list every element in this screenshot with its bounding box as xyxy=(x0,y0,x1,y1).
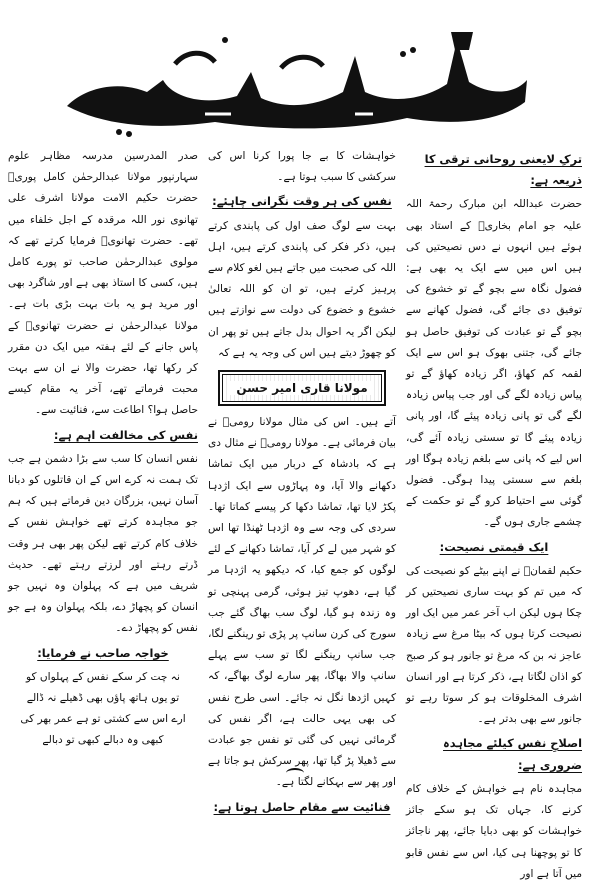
paragraph: حضرت عبداللہ ابن مبارک رحمۃ اللہ علیہ جو امام بخاریؒ کے استاد بھی ہوئے ہیں انہوں نے دس نصیحتیں کی ہیں اس میں سے ایک یہ بھی ہے: فضول نگاہ سے بچو گے تو خشوع کی توفیق دی جائے گی، فضول کھانے سے بچو گے تو عبادت کی توفیق حاصل ہو جائے گی، جتنی بھوک ہو اس سے ایک لقمہ کم کھاؤ، اگر زیادہ کھاؤ گے تو پیاس زیادہ لگے گی اور جب پیاس زیادہ لگے گی تو پانی زیادہ پیئے گا، اور پانی زیادہ پیئے گا تو سستی زیادہ آئے گی، اس لیے کہ پانی سے بلغم زیادہ ہوگا اور بلغم سے سستی پیدا ہوگی۔ فضول گوئی سے احتیاط کرو گے تو حکمت کے چشمے جاری ہوں گے۔ xyxy=(406,198,582,529)
poem xyxy=(16,667,190,751)
section-heading: فنائیت سے مقام حاصل ہوتا ہے: xyxy=(213,799,391,814)
poem-intro: خواجہ صاحب نے فرمایا: xyxy=(37,645,169,660)
left-column xyxy=(8,146,198,766)
right-column xyxy=(406,146,582,880)
section-heading: نفس کی ہر وقت نگرانی چاہئے: xyxy=(212,194,392,209)
paragraph: خواہشات کا بے جا پورا کرنا اس کی سرکشی کا سبب ہوتا ہے۔ xyxy=(208,150,396,184)
paragraph: نفس انسان کا سب سے بڑا دشمن ہے جب تک ہمت نہ کرے اس کے ان قاتلوں کو دبانا آسان نہیں، بزرگان دین فرماتے ہیں کہ ہم جو مجاہدہ کرتے تھے خواہش نفس کے خلاف کام کرتے تھے لیکن پھر بھی ہر وقت ڈرتے رہتے اور لرزتے رہتے تھے۔ حدیث شریف میں ہے کہ پہلوان وہ نہیں جو انسان کو پچھاڑ دے، بلکہ پہلوان وہ ہے جو نفس کو پچھاڑ دے۔ xyxy=(8,452,198,635)
title-banner xyxy=(55,10,535,142)
section-heading: اصلاحِ نفس کیلئے مجاہدہ ضروری ہے: xyxy=(443,736,582,772)
poem-line: ارے اس سے کشتی تو ہے عمر بھر کی xyxy=(20,712,186,725)
poem-line: تو یوں ہاتھ پاؤں بھی ڈھیلے نہ ڈالے xyxy=(26,691,180,704)
poem-line: نہ چت کر سکے نفس کے پہلواں کو xyxy=(26,670,180,683)
author-name: مولانا قاری امیر حسن xyxy=(230,381,373,395)
paragraph: حکیم لقمانؒ نے اپنے بیٹے کو نصیحت کی کہ میں تم کو بہت ساری نصیحتیں کر چکا ہوں لیکن اب آخر عمر میں ایک اور نصیحت کرتا ہوں کہ بیٹا مرغ سے زیادہ عاجز نہ بن کہ مرغ تو جانور ہو کر صبح کو اذان لگاتا ہے، ذکر کرتا ہے اور انسان اشرف المخلوقات ہو کر سوتا رہے تو جانور سے بھی بدتر ہے۔ xyxy=(406,564,582,726)
section-heading: ترکِ لایعنی روحانی ترقی کا ذریعہ ہے: xyxy=(424,152,582,188)
paragraph: مجاہدہ نام ہے خواہش کے خلاف کام کرنے کا، جہاں تک ہو سکے جائز خواہشات کو بھی دبایا جائے، پھر ناجائز کا تو پوچھنا ہی کیا، اس سے نفس قابو میں آتا ہے اور xyxy=(406,782,582,880)
calligraphy-title-art xyxy=(55,10,535,142)
section-heading: ایک قیمتی نصیحت: xyxy=(439,539,549,554)
section-heading: نفس کی مخالفت اہم ہے: xyxy=(53,427,198,442)
paragraph: آتے ہیں۔ اس کی مثال مولانا رومیؒ نے بیان فرمائی ہے۔ مولانا رومیؒ نے مثال دی ہے کہ بادشاہ کے دربار میں ایک تماشا دکھانے والا آیا، وہ پہاڑوں سے ایک اژدہا پکڑ لایا تھا، تماشا دکھا کر پیسے کماتا تھا۔ سردی کی وجہ سے وہ اژدہا ٹھنڈا تھا اس کو شہر میں لے کر آیا، تماشا دکھانے کے لئے لوگوں کو جمع کیا، کہ دیکھو یہ اژدہا مر گیا ہے، دھوپ تیز ہوئی، گرمی پہنچی تو وہ زندہ ہو گیا، لوگ سب بھاگ گئے جب سورج کی کرن سانپ پر پڑی تو رینگنے لگا، جب سانپ رینگنے لگا تو سب سے پہلے سانپ والا بھاگا، پھر سارے لوگ بھاگے، کہ کہیں اژدھا نگل نہ جائے۔ اسی طرح نفس کی بھی یہی حالت ہے، اگر نفس کی گرمائی نہیں کی گئی تو نفس جو عبادت سے ڈھیلا پڑ گیا تھا، پھر سرکش ہو جاتا ہے اور پھر سے بہکانے لگتا ہے۔ xyxy=(208,416,396,789)
page-folio-mark xyxy=(286,768,304,778)
paragraph: بہت سے لوگ صف اول کی پابندی کرتے ہیں، ذکر فکر کی پابندی کرتے ہیں، اہل اللہ کی صحبت میں جاتے ہیں لغو کلام سے پرہیز کرتے ہیں، تو ان کو اللہ تعالیٰ خشوع و خضوع کی دولت سے نوازتے ہیں لیکن اگر یہ احوال بدل جاتے ہیں تو پھر ان کو چھوڑ دیتے ہیں اس کی وجہ یہ ہے کہ xyxy=(208,219,396,359)
author-byline xyxy=(222,374,382,402)
author-byline-box xyxy=(218,370,386,406)
middle-column xyxy=(208,146,396,814)
poem-line: کبھی وہ دبالے کبھی تو دبالے xyxy=(42,733,164,746)
paragraph: صدر المدرسین مدرسہ مظاہر علوم سہارنپور مولانا عبدالرحمٰن کامل پوریؒ حضرت حکیم الامت مولانا اشرف علی تھانوی نور اللہ مرقدہ کے اجل خلفاء میں تھے۔ حضرت تھانویؒ فرمایا کرتے تھے کہ مولوی عبدالرحمٰن صاحب تو پورے کامل ہیں، کسی کا استاذ بھی ہے اور شاگرد بھی اور مرید ہو یہ بات بہت بڑی بات ہے۔ مولانا عبدالرحمٰن نے حضرت تھانویؒ کے پاس جانے کے لئے ہفتہ میں ایک دن مقرر کر رکھا تھا، حضرت والا نے ان سے بہت محبت فرماتے تھے، آخر یہ مقام کیسے حاصل ہوا؟ اطاعت سے، فنائیت سے۔ xyxy=(8,150,198,417)
